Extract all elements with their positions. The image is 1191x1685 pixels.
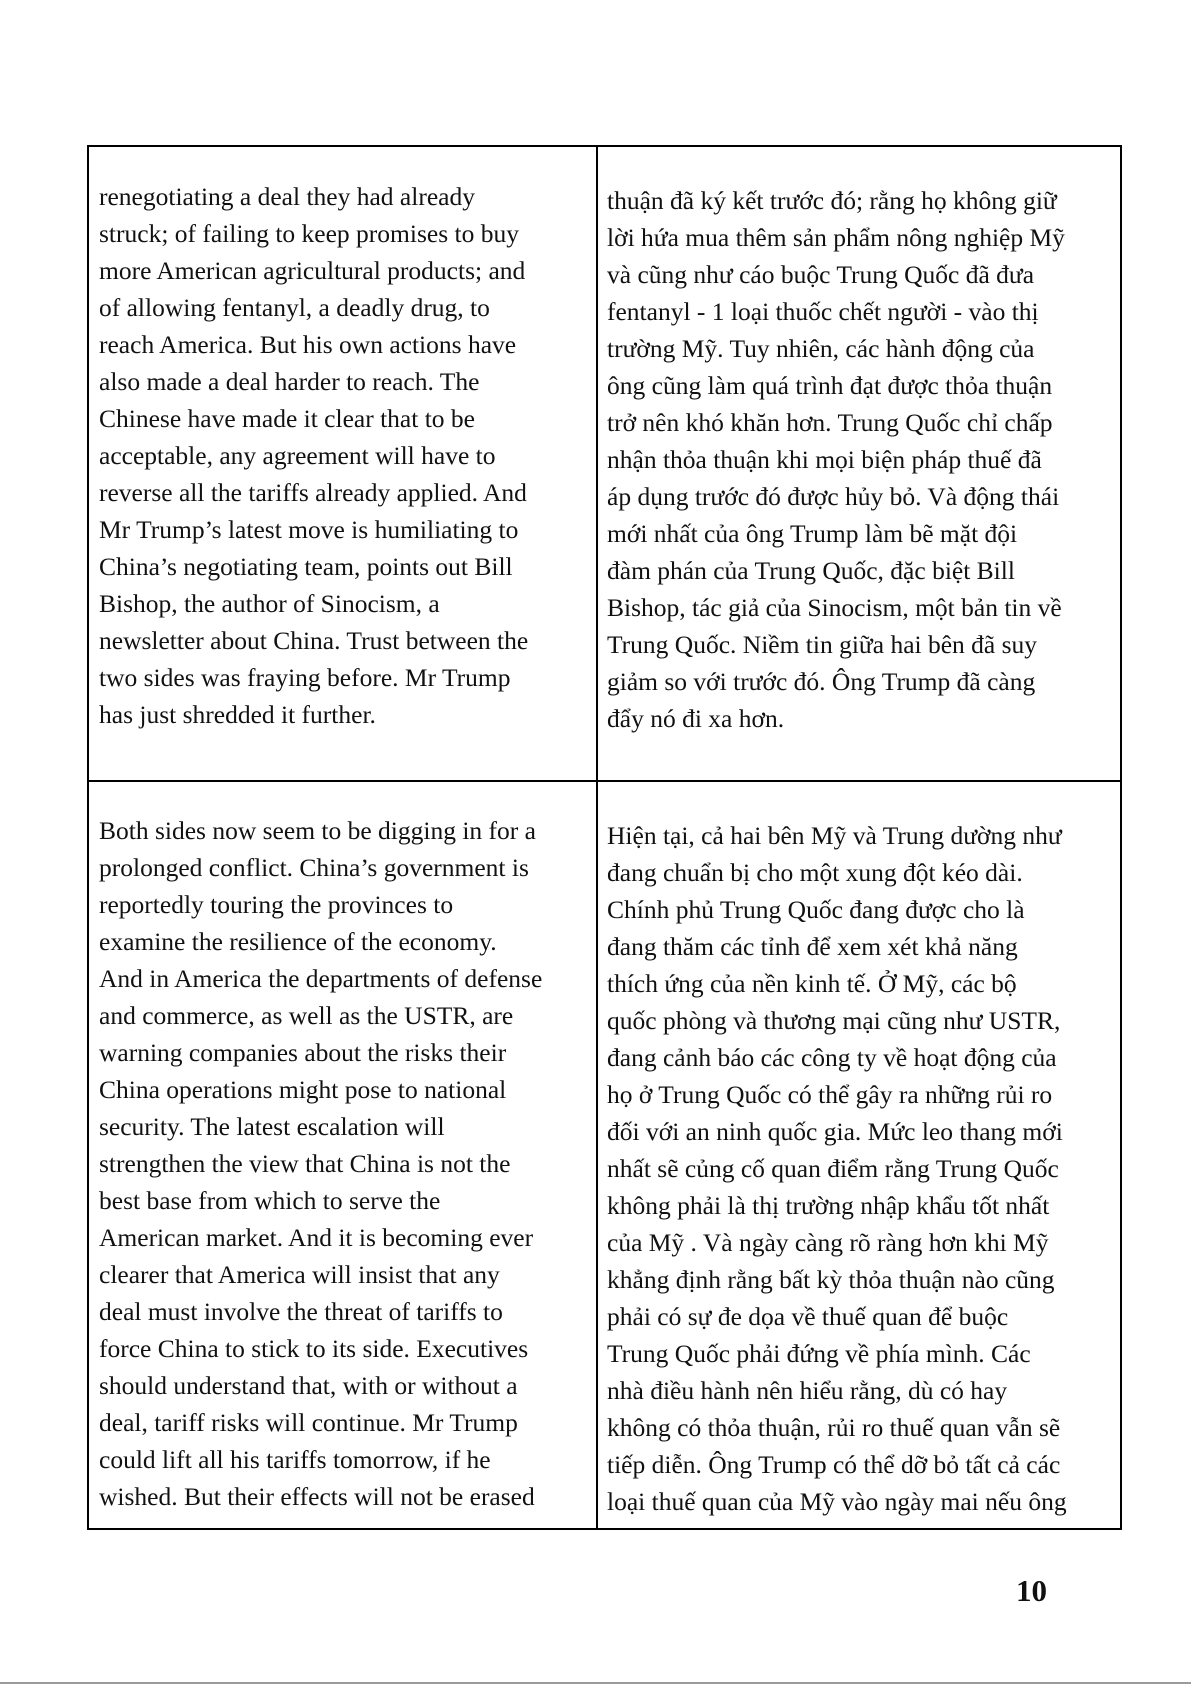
- text-line: nhất sẽ củng cố quan điểm rằng Trung Quốc: [607, 1154, 1059, 1183]
- text-line: security. The latest escalation will: [99, 1112, 445, 1141]
- text-line: reach America. But his own actions have: [99, 330, 517, 359]
- text-line: of allowing fentanyl, a deadly drug, to: [99, 293, 490, 322]
- text-line: newsletter about China. Trust between the: [99, 626, 529, 655]
- text-line: Bishop, the author of Sinocism, a: [99, 589, 440, 618]
- text-line: prolonged conflict. China’s government is: [99, 853, 529, 882]
- text-line: warning companies about the risks their: [99, 1038, 507, 1067]
- text-line: Trung Quốc. Niềm tin giữa hai bên đã suy: [607, 630, 1038, 659]
- text-line: đang chuẩn bị cho một xung đột kéo dài.: [607, 858, 1023, 887]
- text-line: has just shredded it further.: [99, 700, 376, 729]
- text-line: should understand that, with or without a: [99, 1371, 518, 1400]
- text-line: two sides was fraying before. Mr Trump: [99, 663, 511, 692]
- text-line: Chính phủ Trung Quốc đang được cho là: [607, 895, 1025, 924]
- page-bottom-edge: [0, 1682, 1191, 1684]
- text-line: force China to stick to its side. Executives: [99, 1334, 529, 1363]
- text-line: wished. But their effects will not be erased: [99, 1482, 535, 1511]
- text-line: Mr Trump’s latest move is humiliating to: [99, 515, 519, 544]
- text-line: mới nhất của ông Trump làm bẽ mặt đội: [607, 519, 1018, 548]
- row2-english-cell: [99, 812, 542, 1515]
- row1-english-cell: [99, 178, 528, 733]
- text-line: Chinese have made it clear that to be: [99, 404, 475, 433]
- text-line: ông cũng làm quá trình đạt được thỏa thuận: [607, 371, 1053, 400]
- text-line: quốc phòng và thương mại cũng như USTR,: [607, 1006, 1061, 1035]
- text-line: China’s negotiating team, points out Bill: [99, 552, 513, 581]
- text-line: loại thuế quan của Mỹ vào ngày mai nếu ông: [607, 1487, 1067, 1516]
- text-line: And in America the departments of defense: [99, 964, 543, 993]
- text-line: tiếp diễn. Ông Trump có thể dỡ bỏ tất cả các: [607, 1450, 1061, 1479]
- text-line: renegotiating a deal they had already: [99, 182, 475, 211]
- text-line: thích ứng của nền kinh tế. Ở Mỹ, các bộ: [607, 969, 1017, 998]
- text-line: China operations might pose to national: [99, 1075, 507, 1104]
- text-line: phải có sự đe dọa về thuế quan để buộc: [607, 1302, 1009, 1331]
- text-line: more American agricultural products; and: [99, 256, 526, 285]
- text-line: American market. And it is becoming ever: [99, 1223, 534, 1252]
- column-divider: [596, 147, 598, 1528]
- row2-vietnamese-cell: [607, 817, 1067, 1520]
- text-line: Hiện tại, cả hai bên Mỹ và Trung dường như: [607, 821, 1062, 850]
- text-line: giảm so với trước đó. Ông Trump đã càng: [607, 667, 1036, 696]
- text-line: đối với an ninh quốc gia. Mức leo thang mới: [607, 1117, 1063, 1146]
- text-line: and commerce, as well as the USTR, are: [99, 1001, 514, 1030]
- translation-table: [87, 145, 1122, 1530]
- text-line: lời hứa mua thêm sản phẩm nông nghiệp Mỹ: [607, 223, 1065, 252]
- text-line: could lift all his tariffs tomorrow, if he: [99, 1445, 491, 1474]
- text-line: đẩy nó đi xa hơn.: [607, 704, 785, 733]
- text-line: đang thăm các tỉnh để xem xét khả năng: [607, 932, 1018, 961]
- text-line: also made a deal harder to reach. The: [99, 367, 480, 396]
- text-line: Trung Quốc phải đứng về phía mình. Các: [607, 1339, 1031, 1368]
- text-line: trở nên khó khăn hơn. Trung Quốc chỉ chấp: [607, 408, 1053, 437]
- text-line: Both sides now seem to be digging in for a: [99, 816, 536, 845]
- row1-vietnamese-cell: [607, 182, 1065, 737]
- text-line: họ ở Trung Quốc có thể gây ra những rủi ro: [607, 1080, 1053, 1109]
- text-line: reportedly touring the provinces to: [99, 890, 454, 919]
- text-line: struck; of failing to keep promises to buy: [99, 219, 519, 248]
- text-line: clearer that America will insist that any: [99, 1260, 500, 1289]
- text-line: đàm phán của Trung Quốc, đặc biệt Bill: [607, 556, 1015, 585]
- text-line: nhà điều hành nên hiểu rằng, dù có hay: [607, 1376, 1008, 1405]
- text-line: reverse all the tariffs already applied. And: [99, 478, 527, 507]
- row-divider: [89, 780, 1120, 782]
- text-line: của Mỹ . Và ngày càng rõ ràng hơn khi Mỹ: [607, 1228, 1049, 1257]
- text-line: deal must involve the threat of tariffs to: [99, 1297, 503, 1326]
- text-line: nhận thỏa thuận khi mọi biện pháp thuế đã: [607, 445, 1042, 474]
- text-line: không phải là thị trường nhập khẩu tốt nhất: [607, 1191, 1050, 1220]
- text-line: khẳng định rằng bất kỳ thỏa thuận nào cũng: [607, 1265, 1055, 1294]
- text-line: fentanyl - 1 loại thuốc chết người - vào thị: [607, 297, 1039, 326]
- text-line: áp dụng trước đó được hủy bỏ. Và động thái: [607, 482, 1060, 511]
- text-line: Bishop, tác giả của Sinocism, một bản tin về: [607, 593, 1062, 622]
- text-line: examine the resilience of the economy.: [99, 927, 497, 956]
- text-line: strengthen the view that China is not the: [99, 1149, 511, 1178]
- text-line: acceptable, any agreement will have to: [99, 441, 496, 470]
- text-line: thuận đã ký kết trước đó; rằng họ không giữ: [607, 186, 1057, 215]
- text-line: deal, tariff risks will continue. Mr Trump: [99, 1408, 518, 1437]
- text-line: đang cảnh báo các công ty về hoạt động của: [607, 1043, 1057, 1072]
- text-line: trường Mỹ. Tuy nhiên, các hành động của: [607, 334, 1035, 363]
- text-line: và cũng như cáo buộc Trung Quốc đã đưa: [607, 260, 1035, 289]
- text-line: không có thỏa thuận, rủi ro thuế quan vẫn sẽ: [607, 1413, 1061, 1442]
- page-number: 10: [1016, 1573, 1047, 1608]
- text-line: best base from which to serve the: [99, 1186, 441, 1215]
